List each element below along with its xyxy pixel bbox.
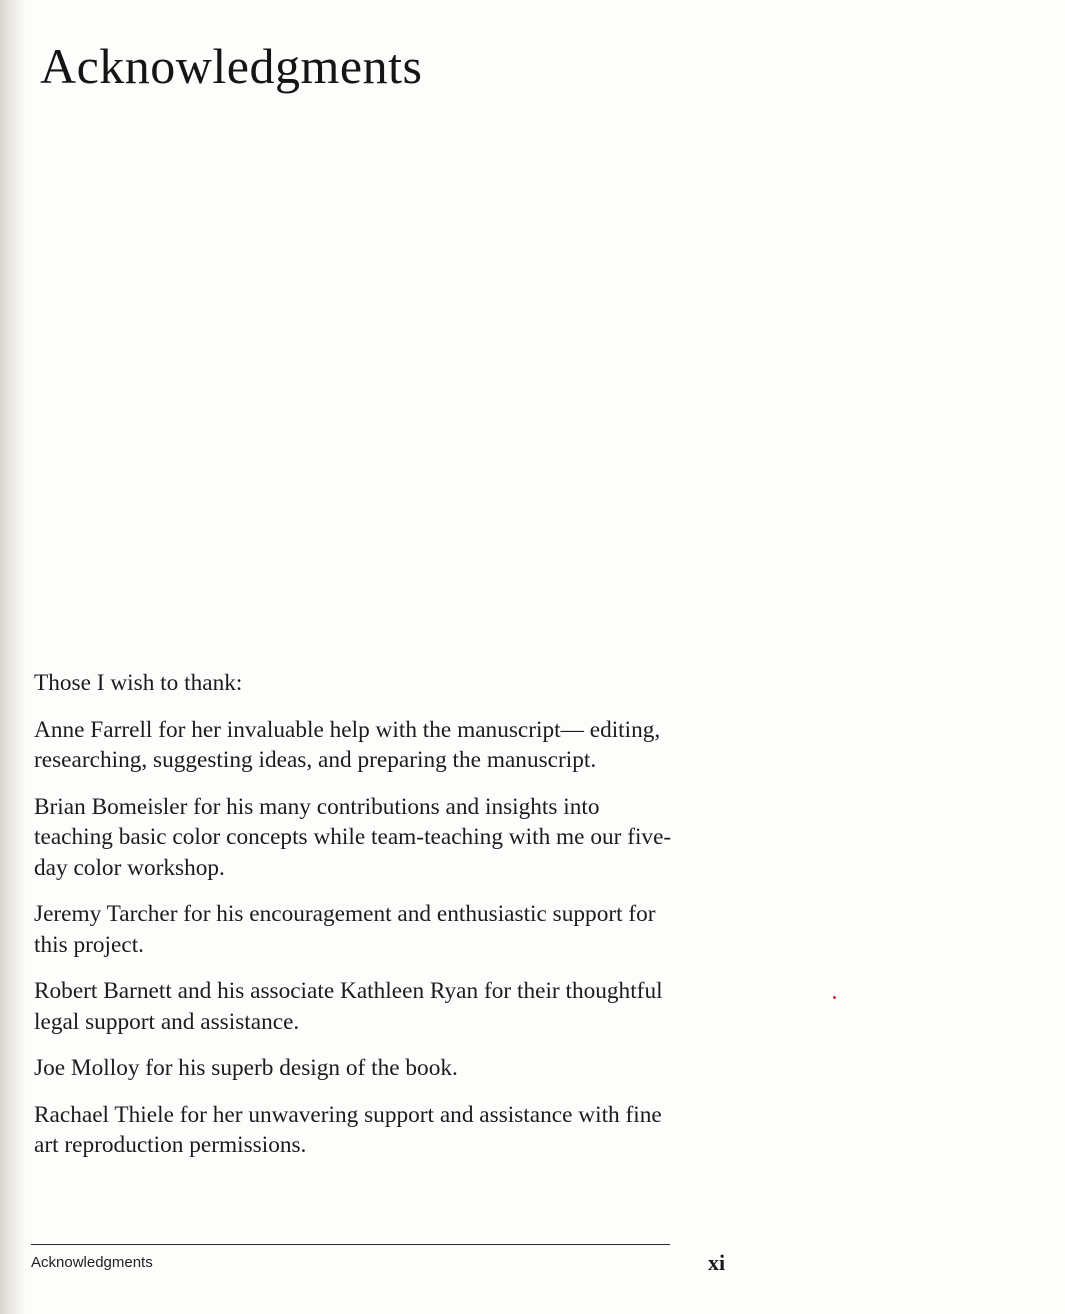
paragraph-anne-farrell: Anne Farrell for her invaluable help with the manuscript— editing, researching, suggesting ideas, and preparing the manuscript.: [34, 716, 661, 773]
paragraph-joe-molloy: Joe Molloy for his superb design of the book.: [34, 1055, 458, 1081]
running-footer-title: Acknowledgments: [31, 1254, 153, 1271]
paragraph-jeremy-tarcher: Jeremy Tarcher for his encouragement and enthusiastic support for this project.: [34, 901, 656, 958]
paragraph-brian-bomeisler: Brian Bomeisler for his many contributions and insights into teaching basic color concepts while team-teaching with me our five-day color workshop.: [34, 793, 672, 881]
paragraph-robert-barnett: Robert Barnett and his associate Kathleen Ryan for their thoughtful legal support and assistance.: [34, 978, 663, 1035]
footer-rule: [31, 1244, 670, 1245]
acknowledgments-body: [34, 668, 674, 1177]
page-number: xi: [708, 1250, 726, 1275]
intro-line: Those I wish to thank:: [34, 670, 243, 696]
paragraph-rachael-thiele: Rachael Thiele for her unwavering support and assistance with fine art reproduction permissions.: [34, 1101, 662, 1158]
ink-speck: [833, 996, 836, 999]
page-title: Acknowledgments: [40, 38, 423, 94]
binding-gutter-shadow: [0, 0, 26, 1314]
